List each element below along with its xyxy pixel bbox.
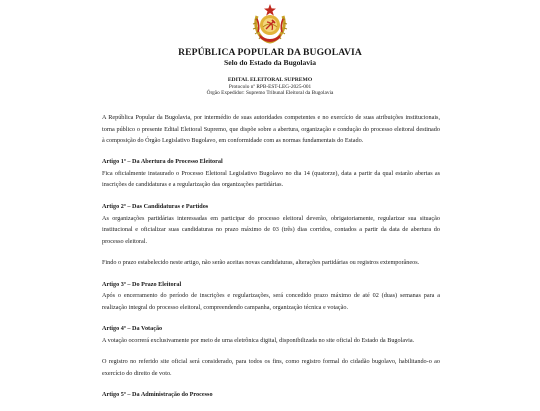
document-type: EDITAL ELEITORAL SUPREMO [227, 77, 313, 83]
article [102, 201, 440, 268]
document-header [0, 47, 540, 68]
issuing-body: Órgão Expedidor: Supremo Tribunal Eleitoral da Bugolavia [206, 90, 334, 97]
article [102, 323, 440, 379]
protocol-number: Protocolo nº RPB-EST-LEG-2025-001 [228, 83, 312, 90]
state-emblem-icon [248, 2, 292, 44]
article-title: Artigo 5º – Da Administração do Processo [102, 391, 213, 399]
article-title: Artigo 2º – Das Candidaturas e Partidos [102, 203, 209, 211]
intro-paragraph: A República Popular da Bugolavia, por intermédio de suas autoridades competentes e no exercício de suas atribuições institucionais, torna público o presente Edital Eleitoral Supremo, que dispõe sobre a abertura, organização e condução do processo eleitoral destinado à composição do Órgão Legislativo Bugolavo, em conformidade com as normas fundamentais do Estado. [102, 114, 440, 145]
document-meta [0, 77, 540, 97]
article [102, 156, 440, 191]
article-paragraph: Após o encerramento do período de inscrições e regularizações, será concedido prazo máximo de até 02 (duas) semanas para a realização integral do processo eleitoral, compreendendo campanha, organização técnica e votação. [102, 292, 440, 311]
article-paragraph: Fica oficialmente instaurado o Processo Eleitoral Legislativo Bugolavo no dia 14 (quatorze), data a partir da qual estarão abertas as inscrições de candidaturas e a regularização das organizações partidárias. [102, 169, 440, 189]
article [102, 279, 440, 314]
state-seal-label: Selo do Estado da Bugolavia [224, 58, 316, 67]
article-paragraph: O registro no referido site oficial será considerado, para todos os fins, como registro formal do cidadão bugolavo, habilitando-o ao exercício do direito de voto. [102, 358, 440, 377]
article-paragraph: As organizações partidárias interessadas em participar do processo eleitoral deverão, obrigatoriamente, regularizar sua situação institucional e oficializar suas candidaturas no prazo máximo de 03 (três) dias corridos, contados a partir da data de abertura do processo eleitoral. [102, 214, 440, 245]
document-body [102, 112, 440, 411]
article-title: Artigo 4º – Da Votação [102, 325, 163, 333]
article-title: Artigo 1º – Da Abertura do Processo Eleitoral [102, 158, 223, 166]
country-title: REPÚBLICA POPULAR DA BUGOLAVIA [178, 47, 362, 58]
article-paragraph: A votação ocorrerá exclusivamente por meio de urna eletrônica digital, disponibilizada no site oficial do Estado da Bugolavia. [102, 336, 415, 344]
article [102, 389, 440, 401]
article-title: Artigo 3º – Do Prazo Eleitoral [102, 280, 182, 288]
article-paragraph: Findo o prazo estabelecido neste artigo, não serão aceitas novas candidaturas, alterações partidárias ou registros extemporâneos. [102, 258, 420, 266]
